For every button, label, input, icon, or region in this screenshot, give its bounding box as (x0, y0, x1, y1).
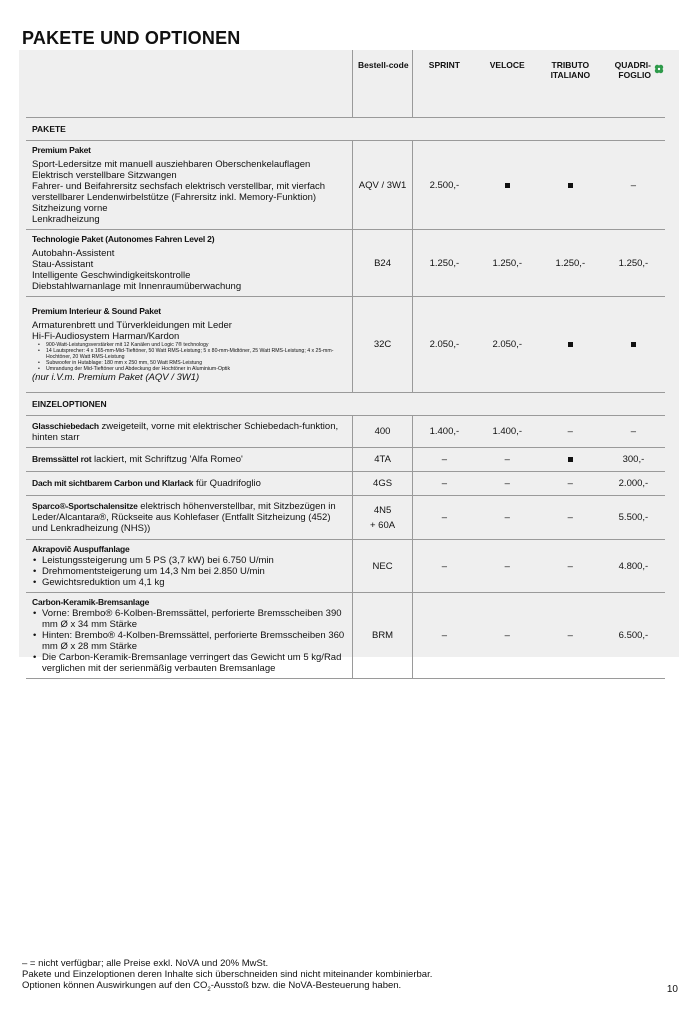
section-label: PAKETE (26, 118, 665, 141)
package-note: (nur i.V.m. Premium Paket (AQV / 3W1) (32, 372, 200, 383)
price-veloce: – (476, 496, 539, 540)
price-veloce: – (476, 540, 539, 593)
price-veloce: – (476, 448, 539, 472)
header-code: Bestell-code (353, 50, 413, 118)
option-description (26, 593, 353, 679)
package-line: Autobahn-Assistent (32, 248, 115, 259)
table-row (26, 448, 665, 472)
price-quadrifoglio: 1.250,- (602, 230, 665, 297)
header-blank (26, 50, 353, 118)
table-row (26, 593, 665, 679)
price-tributo: – (539, 593, 602, 679)
included-marker (568, 342, 573, 347)
order-code: AQV / 3W1 (353, 141, 413, 230)
order-code: BRM (353, 593, 413, 679)
included-marker (505, 183, 510, 188)
footer-notes (22, 958, 432, 996)
price-quadrifoglio: 5.500,- (602, 496, 665, 540)
package-detail: • 14 Lautsprecher: 4 x 165-mm-Mid-Tieftöner, 50 Watt RMS-Leistung; 5 x 80-mm-Midtöner, 25 Watt RMS-Leistung; 4 x 25-mm-Hochtöner, 20 Watt RMS-Leistung (32, 348, 346, 360)
price-sprint: – (413, 540, 476, 593)
price-sprint: 1.400,- (413, 416, 476, 448)
header-sprint: SPRINT (428, 60, 460, 70)
price-veloce: 1.250,- (476, 230, 539, 297)
price-tributo: – (539, 540, 602, 593)
header-tributo-line2: ITALIANO (550, 70, 591, 80)
option-bullet: • Leistungssteigerung um 5 PS (3,7 kW) bei 6.750 U/min (32, 555, 346, 566)
table-row (26, 496, 665, 540)
included-marker (568, 183, 573, 188)
package-line: Elektrisch verstellbare Sitzwangen (32, 170, 177, 181)
option-description (26, 472, 353, 496)
header-tributo-line1: TRIBUTO (551, 60, 590, 70)
option-text: für Quadrifoglio (193, 478, 261, 489)
price-veloce: 2.050,- (476, 297, 539, 393)
header-tributo (539, 50, 602, 118)
price-quadrifoglio: 4.800,- (602, 540, 665, 593)
footer-co2-a: Optionen können Auswirkungen auf den CO (22, 980, 208, 991)
price-tributo (539, 297, 602, 393)
option-text: lackiert, mit Schriftzug 'Alfa Romeo' (91, 454, 243, 465)
package-detail: • Umrandung der Mid-Tieftöner und Abdeckung der Hochtöner in Aluminium-Optik (32, 366, 346, 372)
price-veloce: – (476, 472, 539, 496)
price-tributo: – (539, 496, 602, 540)
header-veloce: VELOCE (489, 60, 525, 70)
order-code: 4GS (353, 472, 413, 496)
order-code: B24 (353, 230, 413, 297)
price-sprint: 2.500,- (413, 141, 476, 230)
price-quadrifoglio: 300,- (602, 448, 665, 472)
package-description (26, 141, 353, 230)
header-qf-line2: FOGLIO (618, 70, 651, 80)
package-line: Intelligente Geschwindigkeitskontrolle (32, 270, 191, 281)
footer-co2-b: -Ausstoß bzw. die NoVA-Besteuerung haben. (210, 980, 402, 991)
option-title: Akrapovič Auspuffanlage (32, 544, 130, 554)
price-quadrifoglio: – (602, 141, 665, 230)
option-description (26, 496, 353, 540)
order-code: 32C (353, 297, 413, 393)
included-marker (631, 342, 636, 347)
price-tributo: 1.250,- (539, 230, 602, 297)
price-sprint: – (413, 593, 476, 679)
price-veloce: 1.400,- (476, 416, 539, 448)
package-line: Sport-Ledersitze mit manuell ausziehbaren Oberschenkelauflagen (32, 159, 311, 170)
option-bullet: • Vorne: Brembo® 6-Kolben-Bremssättel, perforierte Bremsscheiben 390 mm Ø x 34 mm Stärke (32, 608, 346, 630)
price-tributo: – (539, 472, 602, 496)
options-table (26, 50, 665, 679)
footer-line: Pakete und Einzeloptionen deren Inhalte sich überschneiden sind nicht miteinander kombinierbar. (22, 969, 433, 980)
package-detail: • 900-Watt-Leistungsverstärker mit 12 Kanälen und Logic 7® technology (32, 342, 346, 348)
package-description (26, 297, 353, 393)
option-description (26, 448, 353, 472)
price-quadrifoglio: 2.000,- (602, 472, 665, 496)
package-description (26, 230, 353, 297)
package-line: Diebstahlwarnanlage mit Innenraumüberwachung (32, 281, 242, 292)
order-code: 400 (353, 416, 413, 448)
order-code (353, 496, 413, 540)
option-bullet: • Hinten: Brembo® 4-Kolben-Bremssättel, perforierte Bremsscheiben 360 mm Ø x 28 mm Stärke (32, 630, 346, 652)
package-title: Premium Interieur & Sound Paket (32, 306, 161, 316)
order-code-secondary: + 60A (370, 519, 396, 531)
price-sprint: – (413, 472, 476, 496)
package-line: Fahrer- und Beifahrersitz sechsfach elektrisch verstellbar, mit vierfach verstellbarer Lendenwirbelstütze (Fahrersitz inkl. Memory-Funktion) (32, 181, 326, 203)
footer-line (22, 980, 432, 996)
price-quadrifoglio: 6.500,- (602, 593, 665, 679)
price-veloce (476, 141, 539, 230)
table-row (26, 472, 665, 496)
price-sprint: 1.250,- (413, 230, 476, 297)
option-title: Carbon-Keramik-Bremsanlage (32, 597, 150, 607)
table-header-row (26, 50, 665, 118)
option-title: Glasschiebedach (32, 420, 99, 431)
package-title: Premium Paket (32, 145, 91, 155)
price-tributo (539, 141, 602, 230)
package-detail: • Subwoofer in Hutablage: 180 mm x 250 mm, 50 Watt RMS-Leistung (32, 360, 346, 366)
header-qf-line1: QUADRI- (614, 60, 651, 70)
price-veloce: – (476, 593, 539, 679)
table-row (26, 141, 665, 230)
footer-co2-sub: 2 (207, 986, 211, 993)
option-title: Sparco®-Sportschalensitze (32, 501, 138, 511)
package-line: Sitzheizung vorne (32, 203, 108, 214)
order-code: NEC (353, 540, 413, 593)
option-title: Dach mit sichtbarem Carbon und Klarlack (32, 478, 194, 488)
section-row-pakete (26, 118, 665, 141)
price-sprint: 2.050,- (413, 297, 476, 393)
price-sprint: – (413, 496, 476, 540)
option-bullet: • Drehmomentsteigerung um 14,3 Nm bei 2.850 U/min (32, 566, 346, 577)
package-title: Technologie Paket (Autonomes Fahren Level 2) (32, 234, 215, 244)
package-line: Lenkradheizung (32, 214, 100, 225)
table-row (26, 230, 665, 297)
section-label: EINZELOPTIONEN (26, 393, 665, 416)
table-row (26, 416, 665, 448)
price-tributo: – (539, 416, 602, 448)
page-number: 10 (666, 984, 678, 995)
option-text: zweigeteilt, vorne mit elektrischer Schiebedach-funktion, hinten starr (32, 420, 339, 443)
section-row-einzeloptionen (26, 393, 665, 416)
page-title: PAKETE UND OPTIONEN (22, 28, 241, 48)
option-bullet: • Die Carbon-Keramik-Bremsanlage verringert das Gewicht um 5 kg/Rad verglichen mit der serienmäßig verbauten Bremsanlage (32, 652, 346, 674)
price-sprint: – (413, 448, 476, 472)
option-bullet: • Gewichtsreduktion um 4,1 kg (32, 577, 346, 588)
package-line: Armaturenbrett und Türverkleidungen mit Leder (32, 320, 232, 331)
package-line: Hi-Fi-Audiosystem Harman/Kardon (32, 331, 180, 342)
table-row (26, 540, 665, 593)
order-code: 4TA (353, 448, 413, 472)
price-tributo (539, 448, 602, 472)
price-quadrifoglio (602, 297, 665, 393)
footer-line: – = nicht verfügbar; alle Preise exkl. NoVA und 20% MwSt. (22, 958, 269, 969)
option-text: elektrisch höhenverstellbar, mit Sitzbezügen in Leder/Alcantara®, Rückseite aus Kohlefaser (Entfallt Sitzheizung (452) und Lenkradheizung (NHS)) (32, 501, 336, 534)
option-description (26, 540, 353, 593)
price-quadrifoglio: – (602, 416, 665, 448)
table-row (26, 297, 665, 393)
quadrifoglio-clover-icon (654, 64, 664, 74)
header-quadrifoglio (602, 50, 665, 118)
included-marker (568, 457, 573, 462)
option-description (26, 416, 353, 448)
order-code-primary: 4N5 (373, 504, 392, 516)
package-line: Stau-Assistant (32, 259, 94, 270)
option-title: Bremssättel rot (32, 454, 92, 464)
